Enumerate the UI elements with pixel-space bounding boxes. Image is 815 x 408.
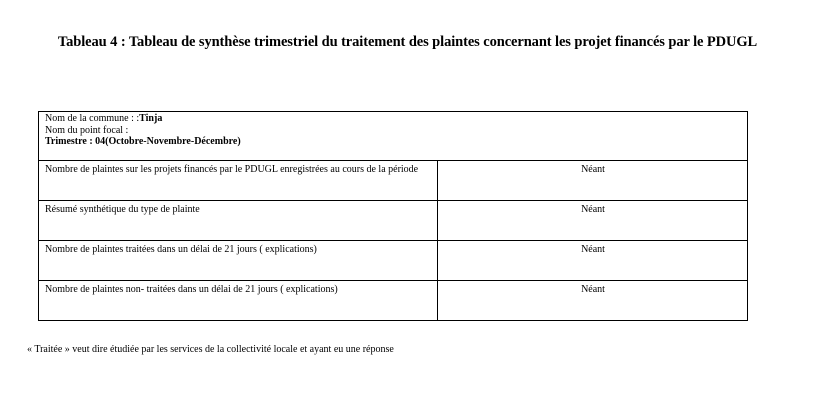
row-value: Néant <box>438 161 748 201</box>
row-label: Nombre de plaintes traitées dans un délai de 21 jours ( explications) <box>39 241 438 281</box>
focal-point-label: Nom du point focal : <box>45 124 129 136</box>
table-row <box>39 241 748 281</box>
row-label: Nombre de plaintes non- traitées dans un délai de 21 jours ( explications) <box>39 281 438 321</box>
document-title: Tableau 4 : Tableau de synthèse trimestriel du traitement des plaintes concernant les projet financés par le PDUGL <box>57 34 758 50</box>
row-value: Néant <box>438 241 748 281</box>
table-row <box>39 161 748 201</box>
row-label: Résumé synthétique du type de plainte <box>39 201 438 241</box>
commune-value: Tinja <box>139 113 163 124</box>
commune-label: Nom de la commune : : <box>45 113 140 124</box>
summary-table <box>38 111 748 321</box>
commune-line <box>45 113 742 125</box>
table-row <box>39 281 748 321</box>
row-value: Néant <box>438 201 748 241</box>
header-cell <box>39 112 748 161</box>
table-row <box>39 201 748 241</box>
trimester-label: Trimestre : 04(Octobre-Novembre-Décembre) <box>45 136 241 147</box>
row-value: Néant <box>438 281 748 321</box>
table-header-row <box>39 112 748 161</box>
row-label: Nombre de plaintes sur les projets financés par le PDUGL enregistrées au cours de la période <box>39 161 438 201</box>
footnote: « Traitée » veut dire étudiée par les services de la collectivité locale et ayant eu une réponse <box>27 344 394 355</box>
